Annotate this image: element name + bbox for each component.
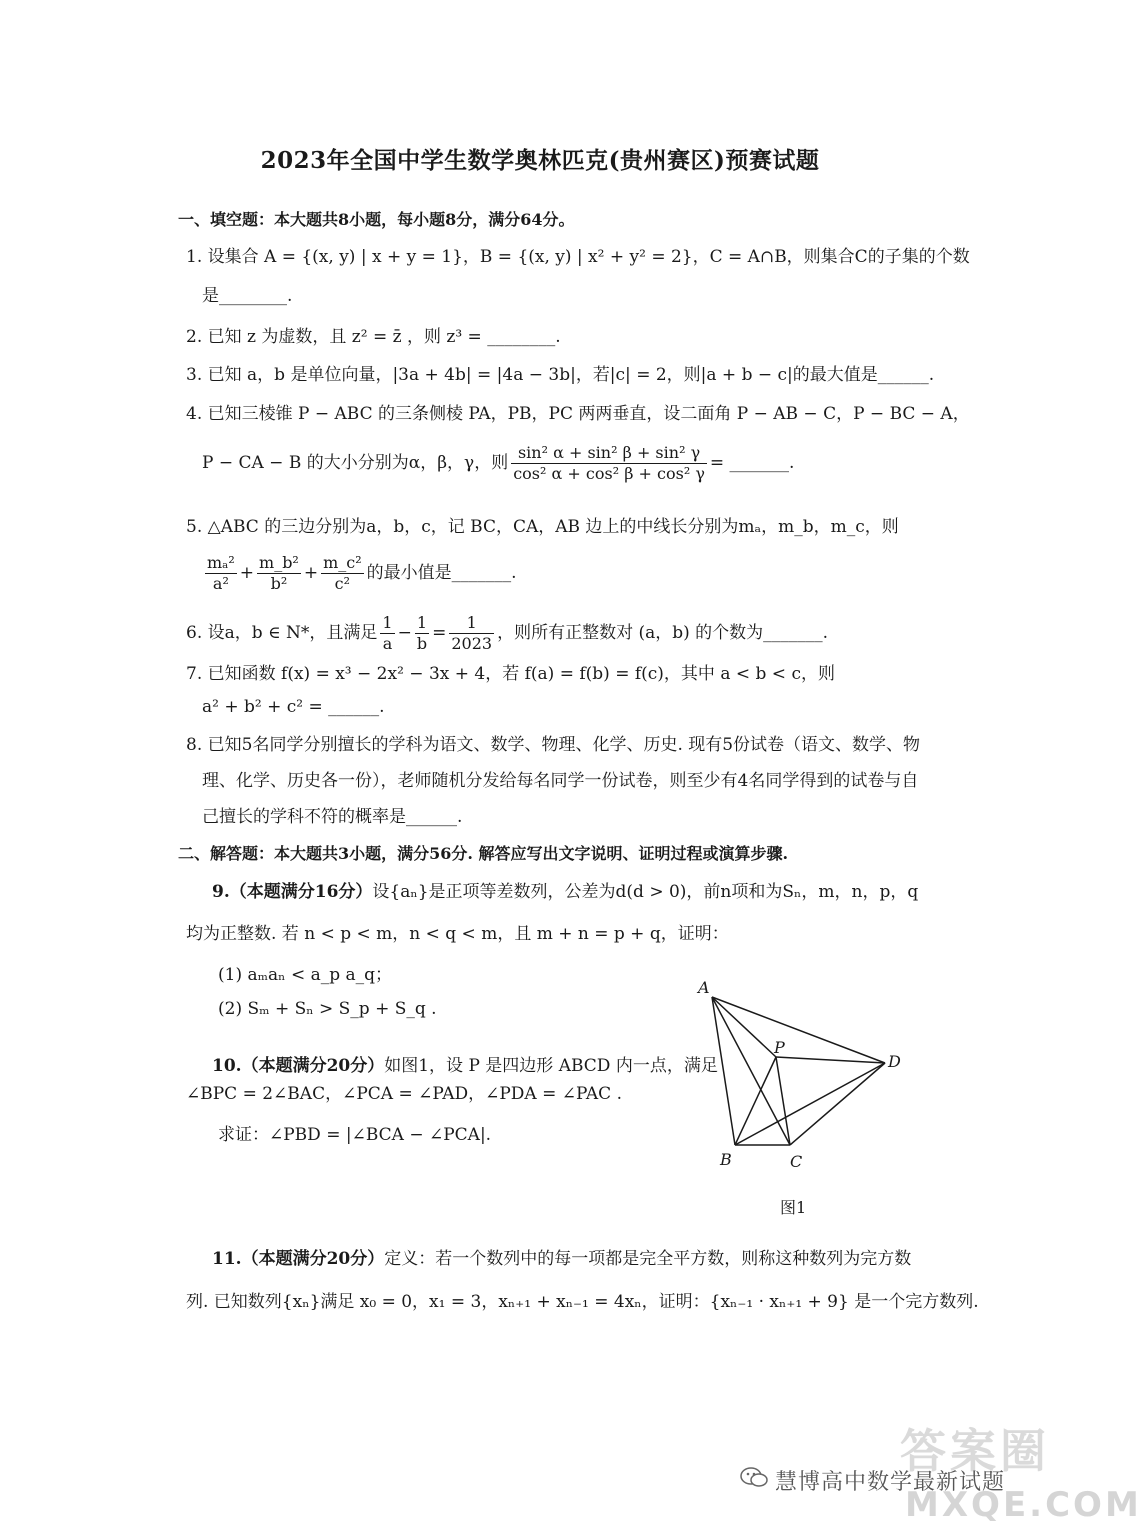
edge-ad (712, 997, 885, 1063)
figure-1-caption: 图1 (780, 1198, 807, 1217)
question-11-text: 定义：若一个数列中的每一项都是完全平方数，则称这种数列为完方数 (384, 1249, 912, 1269)
fraction-numerator: sin² α + sin² β + sin² γ (511, 443, 707, 464)
point-label-d: D (888, 1052, 901, 1071)
question-6-fraction-a (380, 613, 394, 654)
question-9-line2: 均为正整数. 若 n < p < m，n < q < m，且 m + n = p + q，证明： (186, 924, 729, 944)
fraction-denominator: b² (270, 574, 288, 593)
question-5-fraction-c (321, 553, 364, 594)
question-4-post: = _______. (709, 453, 795, 473)
edge-pd (776, 1057, 885, 1063)
question-5-post: 的最小值是_______. (366, 563, 517, 583)
point-label-b: B (720, 1150, 732, 1169)
fraction-denominator: 2023 (451, 634, 493, 653)
fraction-denominator: c² (334, 574, 351, 593)
fraction-numerator: mₐ² (207, 553, 235, 572)
section2-heading: 二、解答题：本大题共3小题，满分56分. 解答应写出文字说明、证明过程或演算步骤. (178, 844, 789, 863)
question-11-label: 11.（本题满分20分） (212, 1249, 385, 1269)
watermark-logo: 答案圈 (900, 1424, 1050, 1478)
question-7-line1: 7. 已知函数 f(x) = x³ − 2x² − 3x + 4，若 f(a) = f(b) = f(c)，其中 a < b < c，则 (186, 664, 835, 684)
fraction-numerator: m_c² (323, 553, 362, 572)
question-9-part2: (2) Sₘ + Sₙ > S_p + S_q . (218, 999, 437, 1019)
question-5-line1: 5. △ABC 的三边分别为a，b，c，记 BC，CA，AB 边上的中线长分别为mₐ，m_b，m_c，则 (186, 517, 899, 537)
fraction-denominator: a (382, 634, 393, 653)
question-8-line2: 理、化学、历史各一份），老师随机分发给每名同学一份试卷，则至少有4名同学得到的试卷与自 (202, 771, 919, 791)
question-4-line2 (202, 440, 794, 486)
question-9-text: 设{aₙ}是正项等差数列，公差为d(d > 0)，前n项和为Sₙ，m，n，p，q (372, 882, 919, 902)
question-4-pre: P − CA − B 的大小分别为α，β，γ，则 (202, 453, 509, 473)
section1-heading: 一、填空题：本大题共8小题，每小题8分，满分64分。 (178, 210, 575, 229)
fraction-denominator: a² (212, 574, 229, 593)
edge-ap (712, 997, 776, 1057)
question-10-label: 10.（本题满分20分） (212, 1056, 385, 1076)
question-8-line3: 己擅长的学科不符的概率是______. (202, 807, 463, 827)
question-5-fraction-b (257, 553, 301, 594)
question-8-line1: 8. 已知5名同学分别擅长的学科为语文、数学、物理、化学、历史. 现有5份试卷（语文、数学、物 (186, 735, 921, 755)
point-label-p: P (774, 1038, 785, 1057)
edge-bd (735, 1063, 885, 1145)
question-9-part1: (1) aₘaₙ < a_p a_q； (218, 965, 393, 985)
question-6-post: ，则所有正整数对 (a，b) 的个数为_______. (497, 623, 829, 643)
fraction-numerator: m_b² (259, 553, 299, 572)
question-3: 3. 已知 a，b 是单位向量，|3a + 4b| = |4a − 3b|，若|c| = 2，则|a + b − c|的最大值是______. (186, 365, 935, 385)
question-6: 6. 设a，b ∈ N*，且满足 $\frac{1}{a}$ − $\frac{1}{b}$ = $\frac{1}{2023}$ ，则所有正整数对 (a，b) 的个数为_______. (186, 613, 829, 653)
question-10-line1 (212, 1054, 718, 1078)
fraction-denominator: b (416, 634, 428, 653)
fraction-numerator: 1 (382, 613, 393, 632)
fraction-numerator: 1 (415, 613, 429, 634)
question-6-fraction-c (449, 613, 494, 654)
edge-cd (790, 1063, 885, 1145)
figure-1-diagram (690, 975, 920, 1175)
question-10-line3: 求证：∠PBD = |∠BCA − ∠PCA|. (218, 1125, 492, 1145)
question-11-line1 (212, 1247, 911, 1271)
question-2: 2. 已知 z 为虚数，且 z² = z̄ ，则 z³ = ________. (186, 327, 561, 347)
question-5-line2: $\frac{\text{mₐ²}}{\text{a²}}$ + $\frac{\text{m\_b²}}{\text{b²}}$ + $\frac{\text{m\_c²}}{\text{c²}}$ 的最小值是_______. (207, 553, 517, 593)
fraction-denominator: cos² α + cos² β + cos² γ (513, 464, 705, 483)
question-6-pre: 6. 设a，b ∈ N*，且满足 (186, 623, 378, 643)
point-label-a: A (698, 978, 710, 997)
question-4-fraction (511, 443, 707, 484)
question-9-label: 9.（本题满分16分） (212, 882, 373, 902)
question-1-line1: 1. 设集合 A = {(x, y) | x + y = 1}，B = {(x, y) | x² + y² = 2}，C = A∩B，则集合C的子集的个数 (186, 247, 970, 267)
point-label-c: C (790, 1152, 803, 1171)
question-5-fraction-a (205, 553, 237, 594)
question-6-fraction-b (415, 613, 429, 654)
edge-bp (735, 1057, 776, 1145)
question-10-line2: ∠BPC = 2∠BAC，∠PCA = ∠PAD，∠PDA = ∠PAC . (186, 1084, 622, 1104)
question-1-line2: 是________. (202, 286, 293, 306)
watermark-url: MXQE.COM (905, 1485, 1142, 1525)
question-10-text: 如图1，设 P 是四边形 ABCD 内一点，满足 (384, 1056, 718, 1076)
question-4-line1: 4. 已知三棱锥 P − ABC 的三条侧棱 PA，PB，PC 两两垂直，设二面角 P − AB − C，P − BC − A， (186, 404, 970, 424)
question-7-line2: a² + b² + c² = ______. (202, 697, 385, 717)
fraction-numerator: 1 (449, 613, 494, 634)
page-title: 2023年全国中学生数学奥林匹克(贵州赛区)预赛试题 (260, 147, 820, 174)
question-11-line2: 列. 已知数列{xₙ}满足 x₀ = 0，x₁ = 3，xₙ₊₁ + xₙ₋₁ = 4xₙ，证明：{xₙ₋₁ · xₙ₊₁ + 9} 是一个完方数列. (186, 1292, 979, 1312)
question-9-line1 (212, 880, 918, 904)
watermark-channel-name: 慧博高中数学最新试题 (775, 1470, 1006, 1495)
wechat-icon (740, 1466, 768, 1488)
